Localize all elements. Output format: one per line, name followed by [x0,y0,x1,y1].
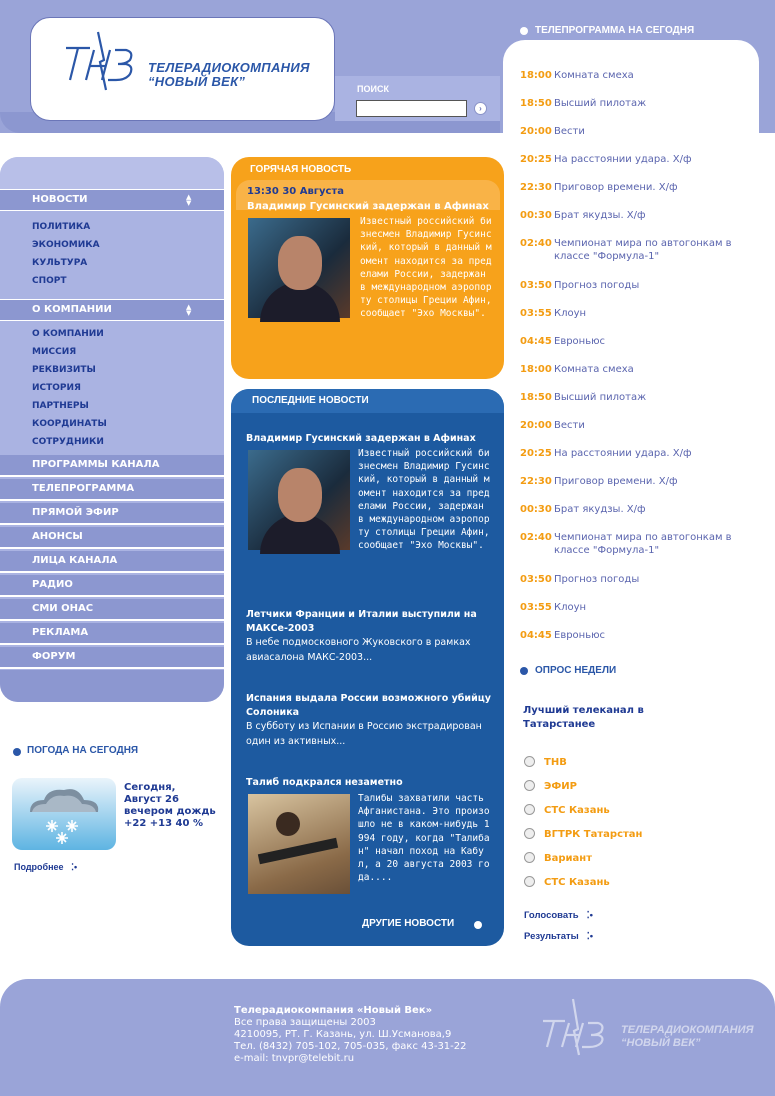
hot-news-title: ГОРЯЧАЯ НОВОСТЬ [250,164,352,175]
tv-program-time: 02:40 [520,532,552,543]
company-name-line2: “НОВЫЙ ВЕК” [148,74,246,89]
tv-program-time: 20:25 [520,448,552,459]
menu-item-label: ФОРУМ [32,651,76,662]
menu-section-about[interactable] [0,299,224,321]
poll-vote-link[interactable] [524,910,593,921]
tv-program-time: 18:50 [520,98,552,109]
tv-program-show: Приговор времени. Х/ф [554,476,678,487]
tv-program-item[interactable] [520,69,760,82]
footer-address: 4210095, РТ. Г. Казань, ул. Ш.Усманова,9 [234,1029,452,1040]
tv-program-show: Чемпионат мира по автогонкам в классе "Формула-1" [554,238,732,262]
news-photo[interactable] [248,794,350,894]
tv-program-time: 02:40 [520,238,552,249]
menu-item-live[interactable] [0,503,224,525]
tv-program-show: Приговор времени. Х/ф [554,182,678,193]
more-news-link[interactable]: ДРУГИЕ НОВОСТИ [362,918,455,929]
radio-button[interactable] [524,828,535,839]
search-label: ПОИСК [357,84,389,94]
tv-program-item[interactable] [520,363,760,376]
search-input[interactable] [356,100,467,117]
tv-program-show: Комната смеха [554,364,634,375]
tv-program-item[interactable] [520,181,760,194]
footer-copyright: Все права защищены 2003 [234,1017,376,1028]
poll-option-label: ЭФИР [544,781,577,792]
menu-item-announcements[interactable] [0,527,224,549]
radio-button[interactable] [524,852,535,863]
news-headline[interactable]: Талиб подкрался незаметно [246,777,403,788]
tv-program-item[interactable] [520,237,760,263]
poll-option-label: Вариант [544,853,592,864]
bullet-icon [13,748,21,756]
company-name-line1: ТЕЛЕРАДИОКОМПАНИЯ [148,60,310,75]
menu-item-staff[interactable]: СОТРУДНИКИ [32,437,104,447]
weather-title: ПОГОДА НА СЕГОДНЯ [27,745,139,756]
menu-item-label: АНОНСЫ [32,531,83,542]
sidebar-menu-bottom [0,670,224,702]
tv-program-time: 03:50 [520,574,552,585]
arrow-right-icon: › [479,104,482,113]
news-text: В субботу из Испании в Россию экстрадирован один из активных... [246,721,482,747]
footer-logo-text2: “НОВЫЙ ВЕК” [621,1037,701,1049]
menu-item-radio[interactable] [0,575,224,597]
poll-option[interactable] [524,828,642,840]
tv-program-item[interactable] [520,419,760,432]
poll-option[interactable] [524,876,610,888]
tv-program-title: ТЕЛЕПРОГРАММА НА СЕГОДНЯ [535,25,695,36]
tv-program-time: 18:00 [520,70,552,81]
news-headline[interactable]: Летчики Франции и Италии выступили на МАКСе-2003 [246,609,477,634]
hot-news-text: Известный российский бизнесмен Владимир Гусинский, который в данный момент находится за пределами России, задержан в международном аэропорту столицы Греции Афин, сообщает "Эхо Москвы". [360,216,492,320]
tv-program-show: Прогноз погоды [554,574,640,585]
menu-item-channel-programs[interactable] [0,455,224,477]
news-photo[interactable] [248,450,350,550]
weather-date: Август 26 [124,794,179,805]
weather-condition: вечером дождь [124,806,216,817]
menu-item-label: РАДИО [32,579,73,590]
tv-program-time: 22:30 [520,182,552,193]
poll-question: Лучший телеканал в Татарстанее [523,705,644,730]
menu-item-label: РЕКЛАМА [32,627,89,638]
photo-face [278,236,322,290]
tv-program-item[interactable] [520,97,760,110]
tv-program-show: Вести [554,126,585,137]
tv-program-show: Евроньюс [554,630,606,641]
poll-option-label: СТС Казань [544,877,610,888]
news-text: Известный российский бизнесмен Владимир Гусинский, который в данный момент находится за пределами России, задержан в международном аэропорту столицы Греции Афин, сообщает "Эхо Москвы". [358,448,490,552]
tv-program-show: Клоун [554,602,587,613]
tv-program-show: Прогноз погоды [554,280,640,291]
menu-section-label: НОВОСТИ [32,194,88,205]
weather-temperature: +22 +13 40 % [124,818,203,829]
tv-program-item[interactable] [520,153,760,166]
expand-arrows-icon: ▲ ▼ [186,193,192,207]
tv-program-item[interactable] [520,475,760,488]
bullet-icon [474,921,482,929]
poll-option[interactable] [524,780,577,792]
tv-program-show: Вести [554,420,585,431]
tv-program-time: 04:45 [520,336,552,347]
poll-option[interactable] [524,756,567,768]
search-go-button[interactable] [474,102,487,115]
tv-program-item[interactable] [520,125,760,138]
tv-program-show: Комната смеха [554,70,634,81]
link-label: Голосовать [524,910,579,921]
tv-program-show: Брат якудзы. Х/ф [554,210,646,221]
menu-item-media-about-us[interactable] [0,599,224,621]
menu-item-requisites[interactable]: РЕКВИЗИТЫ [32,365,96,375]
menu-item-advertising[interactable] [0,623,224,645]
footer-email[interactable]: e-mail: tnvpr@telebit.ru [234,1053,355,1064]
tnv-logo-icon[interactable] [60,30,145,92]
tv-program-time: 04:45 [520,630,552,641]
tv-program-item[interactable] [520,279,760,292]
menu-item-label: ЛИЦА КАНАЛА [32,555,118,566]
hot-news-time: 13:30 30 Августа [247,186,344,197]
tv-program-time: 03:50 [520,280,552,291]
tv-program-show: На расстоянии удара. Х/ф [554,154,692,165]
tv-program-item[interactable] [520,209,760,222]
menu-item-label: СМИ ОНАС [32,603,94,614]
menu-item-label: ТЕЛЕПРОГРАММА [32,483,135,494]
dots-arrow-icon: ⁚• [66,862,78,872]
tv-program-show: Евроньюс [554,336,606,347]
photo-figure [276,812,300,836]
menu-item-label: ПРЯМОЙ ЭФИР [32,507,119,518]
bullet-icon [520,667,528,675]
footer-phone: Тел. (8432) 705-102, 705-035, факс 43-31-22 [234,1041,467,1052]
tv-program-time: 20:25 [520,154,552,165]
bullet-icon [520,27,528,35]
menu-item-forum[interactable] [0,647,224,669]
poll-option-label: СТС Казань [544,805,610,816]
menu-item-label: ПРОГРАММЫ КАНАЛА [32,459,160,470]
news-headline[interactable]: Владимир Гусинский задержан в Афинах [246,433,476,444]
menu-section-news[interactable] [0,189,224,211]
tv-program-item[interactable] [520,447,760,460]
tv-program-item[interactable] [520,307,760,320]
expand-arrows-icon: ▲ ▼ [186,303,192,317]
news-headline[interactable]: Испания выдала России возможного убийцу Солоника [246,693,491,718]
menu-item-sport[interactable]: СПОРТ [32,276,67,286]
tv-program-time: 20:00 [520,126,552,137]
menu-section-label: О КОМПАНИИ [32,304,112,315]
weather-day: Сегодня, [124,782,176,793]
tv-program-show: Брат якудзы. Х/ф [554,504,646,515]
footer-logo-text1: ТЕЛЕРАДИОКОМПАНИЯ [621,1024,754,1036]
menu-item-mission[interactable]: МИССИЯ [32,347,77,357]
menu-item-culture[interactable]: КУЛЬТУРА [32,258,88,268]
tv-program-time: 00:30 [520,504,552,515]
tv-program-show: На расстоянии удара. Х/ф [554,448,692,459]
tv-program-item[interactable] [520,573,760,586]
tv-program-item[interactable] [520,531,760,557]
radio-button[interactable] [524,756,535,767]
menu-item-channel-faces[interactable] [0,551,224,573]
tv-program-item[interactable] [520,629,760,642]
menu-item-history[interactable]: ИСТОРИЯ [32,383,81,393]
weather-more-link[interactable] [14,862,77,873]
tv-program-item[interactable] [520,391,760,404]
snow-cloud-icon [12,778,116,850]
hot-news-headline[interactable]: Владимир Гусинский задержан в Афинах [247,201,489,212]
footer-company: Телерадиокомпания «Новый Век» [234,1005,433,1016]
tv-program-item[interactable] [520,601,760,614]
news-text: Талибы захватили часть Афганистана. Это произошло не в каком-нибудь 1994 году, когда "Талибан" начал поход на Кабул, а 20 августа 2003 года.... [358,793,490,884]
sidebar-menu-top [0,157,224,189]
menu-item-coordinates[interactable]: КООРДИНАТЫ [32,419,107,429]
link-label: Результаты [524,931,579,942]
tv-program-show: Высший пилотаж [554,98,647,109]
tv-program-item[interactable] [520,503,760,516]
tv-program-item[interactable] [520,335,760,348]
menu-item-tv-program[interactable] [0,479,224,501]
poll-option[interactable] [524,852,592,864]
radio-button[interactable] [524,804,535,815]
menu-item-partners[interactable]: ПАРТНЕРЫ [32,401,89,411]
tv-program-time: 22:30 [520,476,552,487]
radio-button[interactable] [524,780,535,791]
photo-face [278,468,322,522]
photo-figure [258,838,338,864]
footer-logo-icon [537,995,754,1057]
radio-button[interactable] [524,876,535,887]
tv-program-time: 18:00 [520,364,552,375]
dots-arrow-icon: ⁚• [581,931,594,942]
menu-item-politics[interactable]: ПОЛИТИКА [32,222,91,232]
poll-option[interactable] [524,804,610,816]
poll-option-label: ВГТРК Татарстан [544,829,643,840]
tv-program-show: Высший пилотаж [554,392,647,403]
poll-title: ОПРОС НЕДЕЛИ [535,665,617,676]
menu-item-economy[interactable]: ЭКОНОМИКА [32,240,100,250]
dots-arrow-icon: ⁚• [581,910,593,921]
poll-results-link[interactable] [524,931,593,942]
tv-program-time: 03:55 [520,602,552,613]
news-text: В небе подмосковного Жуковского в рамках авиасалона МАКС-2003... [246,637,471,663]
tv-program-time: 00:30 [520,210,552,221]
tv-program-time: 03:55 [520,308,552,319]
tv-program-show: Клоун [554,308,587,319]
tv-program-time: 18:50 [520,392,552,403]
tv-program-time: 20:00 [520,420,552,431]
poll-option-label: ТНВ [544,757,567,768]
latest-news-title: ПОСЛЕДНИЕ НОВОСТИ [252,395,369,406]
menu-item-about-company[interactable]: О КОМПАНИИ [32,329,104,339]
tv-program-show: Чемпионат мира по автогонкам в классе "Формула-1" [554,532,732,556]
news-photo[interactable] [248,218,350,318]
link-label: Подробнее [14,862,64,872]
